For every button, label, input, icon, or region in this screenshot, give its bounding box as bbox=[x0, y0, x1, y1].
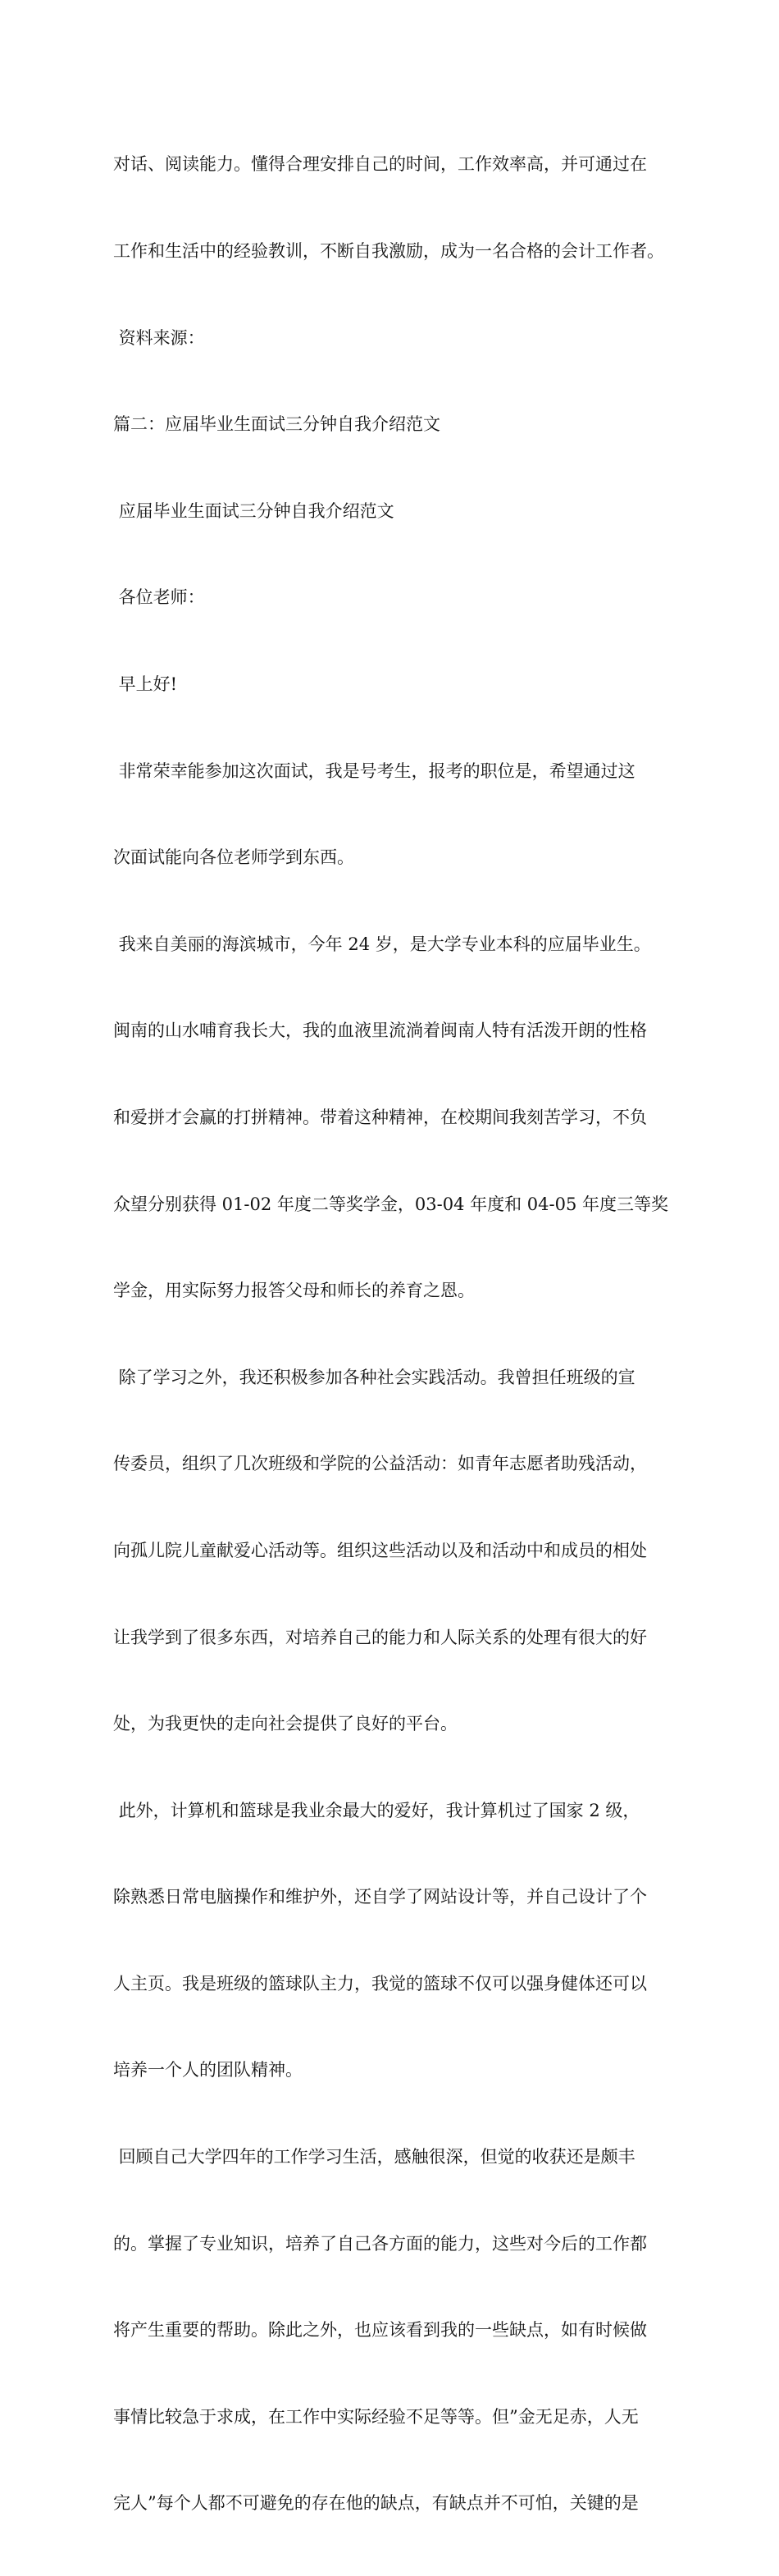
text-line: 让我学到了很多东西，对培养自己的能力和人际关系的处理有很大的好 bbox=[113, 1627, 647, 1647]
text-line: 将产生重要的帮助。除此之外，也应该看到我的一些缺点，如有时候做 bbox=[113, 2320, 647, 2341]
document-body bbox=[113, 93, 687, 2576]
text-line: 处，为我更快的走向社会提供了良好的平台。 bbox=[113, 1714, 458, 1734]
salutation: 各位老师： bbox=[113, 587, 205, 608]
text-line: 完人”每个人都不可避免的存在他的缺点，有缺点并不可怕，关键的是 bbox=[113, 2493, 639, 2514]
text-line: 我来自美丽的海滨城市，今年 24 岁，是大学专业本科的应届毕业生。 bbox=[113, 934, 651, 954]
text-line: 事情比较急于求成，在工作中实际经验不足等等。但”金无足赤，人无 bbox=[113, 2406, 639, 2427]
text-line: 此外，计算机和篮球是我业余最大的爱好，我计算机过了国家 2 级， bbox=[113, 1800, 640, 1820]
greeting: 早上好! bbox=[113, 674, 178, 694]
text-line: 非常荣幸能参加这次面试，我是号考生，报考的职位是，希望通过这 bbox=[113, 760, 636, 781]
text-line: 向孤儿院儿童献爱心活动等。组织这些活动以及和活动中和成员的相处 bbox=[113, 1540, 647, 1560]
text-line: 除熟悉日常电脑操作和维护外，还自学了网站设计等，并自己设计了个 bbox=[113, 1887, 647, 1907]
text-line: 传委员，组织了几次班级和学院的公益活动：如青年志愿者助残活动， bbox=[113, 1454, 647, 1474]
text-line: 学金，用实际努力报答父母和师长的养育之恩。 bbox=[113, 1281, 475, 1301]
text-line: 资料来源： bbox=[113, 327, 205, 348]
section-heading: 篇二：应届毕业生面试三分钟自我介绍范文 bbox=[113, 414, 440, 435]
text-line: 除了学习之外，我还积极参加各种社会实践活动。我曾担任班级的宣 bbox=[113, 1367, 636, 1387]
text-line: 和爱拼才会赢的打拼精神。带着这种精神，在校期间我刻苦学习，不负 bbox=[113, 1107, 647, 1127]
text-line: 工作和生活中的经验教训，不断自我激励，成为一名合格的会计工作者。 bbox=[113, 241, 664, 261]
document-title: 应届毕业生面试三分钟自我介绍范文 bbox=[113, 500, 394, 521]
text-line: 回顾自己大学四年的工作学习生活，感触很深，但觉的收获还是颇丰 bbox=[113, 2147, 636, 2167]
text-line: 对话、阅读能力。懂得合理安排自己的时间，工作效率高，并可通过在 bbox=[113, 154, 647, 175]
text-line: 的。掌握了专业知识，培养了自己各方面的能力，这些对今后的工作都 bbox=[113, 2233, 647, 2254]
text-line: 众望分别获得 01-02 年度二等奖学金，03-04 年度和 04-05 年度三等奖 bbox=[113, 1194, 668, 1214]
text-line: 人主页。我是班级的篮球队主力，我觉的篮球不仅可以强身健体还可以 bbox=[113, 1973, 647, 1994]
text-line: 次面试能向各位老师学到东西。 bbox=[113, 847, 354, 868]
text-line: 培养一个人的团队精神。 bbox=[113, 2060, 303, 2080]
text-line: 闽南的山水哺育我长大，我的血液里流淌着闽南人特有活泼开朗的性格 bbox=[113, 1021, 647, 1041]
